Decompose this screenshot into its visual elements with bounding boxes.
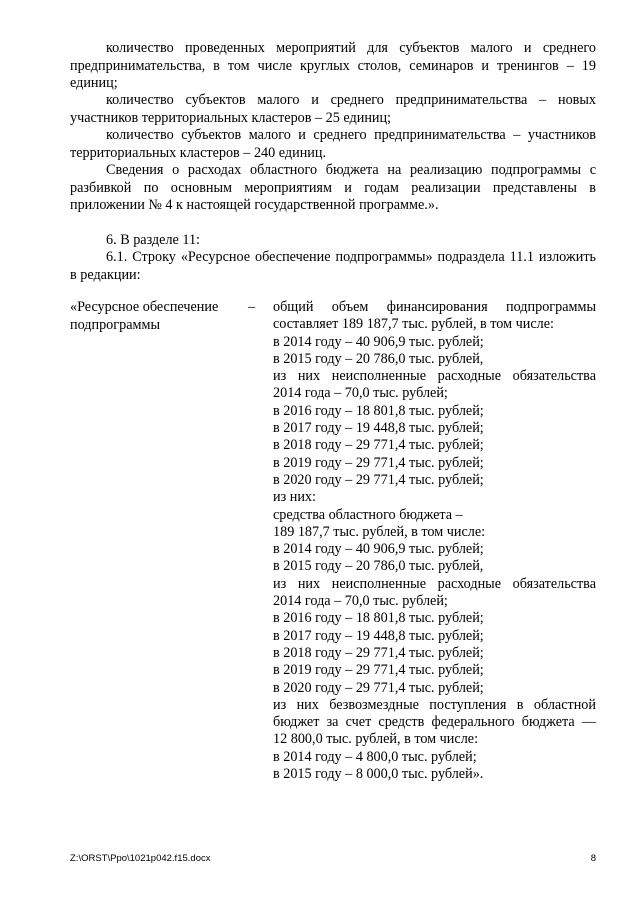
funding-line: в 2018 году – 29 771,4 тыс. рублей; (273, 644, 484, 661)
paragraph-budget-info: Сведения о расходах областного бюджета на реализацию подпрограммы с разбивкой по основным мероприятиям и годам реализации представлены в приложении № 4 к настоящей государственной программе.». (70, 162, 596, 213)
paragraph-cluster-members: количество субъектов малого и среднего предпринимательства – участников территориальных кластеров – 240 единиц. (70, 127, 596, 161)
funding-details (273, 299, 596, 783)
funding-line: 2014 года – 70,0 тыс. рублей; (273, 593, 448, 610)
paragraph-events-count: количество проведенных мероприятий для субъектов малого и среднего предпринимательства, в том числе круглых столов, семинаров и тренингов – 19 единиц; (70, 40, 596, 91)
funding-line: в 2019 году – 29 771,4 тыс. рублей; (273, 662, 484, 679)
funding-line: 2014 года – 70,0 тыс. рублей; (273, 385, 448, 402)
funding-line: бюджет за счет средств федерального бюджета — (273, 714, 596, 731)
funding-line: из них: (273, 489, 316, 506)
funding-line: 189 187,7 тыс. рублей, в том числе: (273, 523, 486, 540)
funding-line: в 2018 году – 29 771,4 тыс. рублей; (273, 437, 484, 454)
funding-line: 12 800,0 тыс. рублей, в том числе: (273, 731, 479, 748)
row-label (70, 299, 260, 334)
paragraph-new-cluster-members: количество субъектов малого и среднего предпринимательства – новых участников территориальных кластеров – 25 единиц; (70, 92, 596, 126)
funding-line: в 2014 году – 40 906,9 тыс. рублей; (273, 541, 484, 558)
file-path: Z:\ORST\Ppo\1021p042.f15.docx (70, 853, 211, 864)
funding-line: средства областного бюджета – (273, 506, 463, 523)
funding-line: в 2019 году – 29 771,4 тыс. рублей; (273, 454, 484, 471)
paragraph-6-1: 6.1. Строку «Ресурсное обеспечение подпрограммы» подраздела 11.1 изложить в редакции: (70, 249, 596, 283)
funding-line: в 2014 году – 4 800,0 тыс. рублей; (273, 748, 477, 765)
row-label-line-2: подпрограммы (70, 316, 160, 333)
funding-line: из них неисполненные расходные обязательства (273, 368, 596, 385)
funding-line: в 2017 году – 19 448,8 тыс. рублей; (273, 627, 484, 644)
funding-line: в 2017 году – 19 448,8 тыс. рублей; (273, 420, 484, 437)
row-dash: – (248, 299, 256, 315)
funding-line: из них неисполненные расходные обязательства (273, 575, 596, 592)
paragraph-section-11: 6. В разделе 11: (106, 232, 200, 248)
funding-line: в 2014 году – 40 906,9 тыс. рублей; (273, 333, 484, 350)
funding-line: в 2020 году – 29 771,4 тыс. рублей; (273, 471, 484, 488)
funding-line: в 2016 году – 18 801,8 тыс. рублей; (273, 402, 484, 419)
funding-line: в 2016 году – 18 801,8 тыс. рублей; (273, 610, 484, 627)
funding-line: в 2015 году – 20 786,0 тыс. рублей, (273, 558, 484, 575)
funding-line: общий объем финансирования подпрограммы (273, 299, 596, 315)
funding-line: составляет 189 187,7 тыс. рублей, в том числе: (273, 316, 554, 333)
page-number: 8 (590, 853, 596, 864)
funding-line: в 2015 году – 8 000,0 тыс. рублей». (273, 766, 484, 783)
funding-line: в 2020 году – 29 771,4 тыс. рублей; (273, 679, 484, 696)
funding-line: в 2015 году – 20 786,0 тыс. рублей, (273, 350, 484, 367)
funding-line: из них безвозмездные поступления в областной (273, 696, 596, 713)
row-label-line-1: «Ресурсное обеспечение (70, 299, 219, 315)
